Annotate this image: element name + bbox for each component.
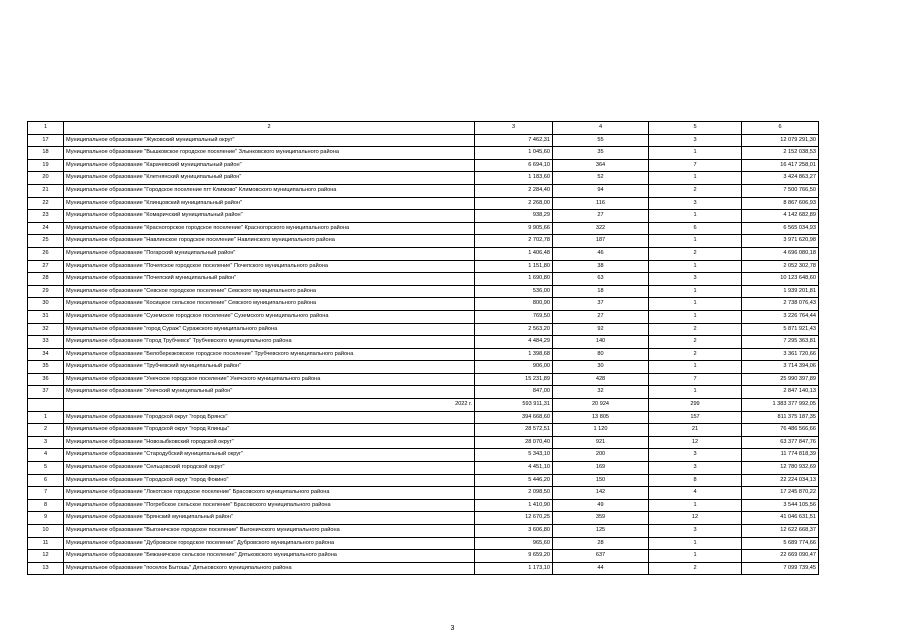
amount-value: 12 780 932,69 <box>742 462 819 475</box>
header-cell-3: 3 <box>475 122 553 135</box>
residents-count: 32 <box>553 386 649 399</box>
amount-value: 4 696 080,18 <box>742 247 819 260</box>
area-value: 2 702,78 <box>475 235 553 248</box>
row-number: 4 <box>28 449 64 462</box>
total-residents: 20 924 <box>553 399 649 412</box>
row-number: 11 <box>28 537 64 550</box>
row-number: 22 <box>28 197 64 210</box>
row-number: 30 <box>28 298 64 311</box>
houses-count: 2 <box>649 323 742 336</box>
table-row <box>28 348 819 361</box>
houses-count: 1 <box>649 147 742 160</box>
residents-count: 49 <box>553 499 649 512</box>
table-row <box>28 512 819 525</box>
area-value: 1 173,10 <box>475 562 553 575</box>
table-row <box>28 159 819 172</box>
amount-value: 3 361 720,66 <box>742 348 819 361</box>
row-number: 18 <box>28 147 64 160</box>
table-row <box>28 474 819 487</box>
houses-count: 8 <box>649 474 742 487</box>
row-number: 1 <box>28 411 64 424</box>
residents-count: 921 <box>553 436 649 449</box>
residents-count: 359 <box>553 512 649 525</box>
houses-count: 12 <box>649 512 742 525</box>
houses-count: 1 <box>649 386 742 399</box>
table-row <box>28 310 819 323</box>
table-row <box>28 134 819 147</box>
area-value: 7 462,31 <box>475 134 553 147</box>
amount-value: 3 544 105,56 <box>742 499 819 512</box>
houses-count: 3 <box>649 462 742 475</box>
page-number: 3 <box>450 625 455 632</box>
area-value: 4 484,29 <box>475 336 553 349</box>
amount-value: 63 377 847,76 <box>742 436 819 449</box>
amount-value: 25 990 397,89 <box>742 373 819 386</box>
row-number: 13 <box>28 562 64 575</box>
residents-count: 46 <box>553 247 649 260</box>
municipality-name: Муниципальное образование "поселок Бытошь" Дятьковского муниципального района <box>64 562 475 575</box>
row-number: 20 <box>28 172 64 185</box>
residents-count: 44 <box>553 562 649 575</box>
amount-value: 17 245 870,22 <box>742 487 819 500</box>
area-value: 965,60 <box>475 537 553 550</box>
residents-count: 35 <box>553 147 649 160</box>
area-value: 6 694,10 <box>475 159 553 172</box>
houses-count: 3 <box>649 134 742 147</box>
row-number: 3 <box>28 436 64 449</box>
table-row <box>28 424 819 437</box>
houses-count: 1 <box>649 260 742 273</box>
table-row <box>28 235 819 248</box>
municipality-name: Муниципальное образование "Новозыбковский городской округ" <box>64 436 475 449</box>
amount-value: 811 375 187,35 <box>742 411 819 424</box>
houses-count: 1 <box>649 172 742 185</box>
amount-value: 3 424 863,27 <box>742 172 819 185</box>
municipality-name: Муниципальное образование "Белоберезковское городское поселение" Трубчевского муниципального района <box>64 348 475 361</box>
amount-value: 12 079 291,30 <box>742 134 819 147</box>
amount-value: 1 939 201,81 <box>742 285 819 298</box>
municipality-name: Муниципальное образование "Городской округ "город Клинцы" <box>64 424 475 437</box>
row-number: 17 <box>28 134 64 147</box>
area-value: 906,00 <box>475 361 553 374</box>
table-row <box>28 373 819 386</box>
area-value: 1 398,68 <box>475 348 553 361</box>
amount-value: 2 052 302,78 <box>742 260 819 273</box>
houses-count: 21 <box>649 424 742 437</box>
table-row <box>28 285 819 298</box>
amount-value: 2 847 140,13 <box>742 386 819 399</box>
table-row <box>28 222 819 235</box>
municipality-name: Муниципальное образование "Выгоничское городское поселение" Выгоничского муниципального района <box>64 525 475 538</box>
table-row <box>28 550 819 563</box>
amount-value: 3 714 394,06 <box>742 361 819 374</box>
municipality-name: Муниципальное образование "Трубчевский муниципальный район" <box>64 361 475 374</box>
row-number: 25 <box>28 235 64 248</box>
residents-count: 637 <box>553 550 649 563</box>
table-row <box>28 525 819 538</box>
residents-count: 322 <box>553 222 649 235</box>
houses-count: 1 <box>649 298 742 311</box>
row-number: 19 <box>28 159 64 172</box>
municipality-name: Муниципальное образование "Косицкое сельское поселение" Севского муниципального района <box>64 298 475 311</box>
municipality-name: Муниципальное образование "Дубровское городское поселение" Дубровского муниципального района <box>64 537 475 550</box>
municipality-name: Муниципальное образование "город Сураж" Суражского муниципального района <box>64 323 475 336</box>
municipality-name: Муниципальное образование "Локотское городское поселение" Брасовского муниципального района <box>64 487 475 500</box>
header-cell-5: 5 <box>649 122 742 135</box>
table-row <box>28 361 819 374</box>
amount-value: 10 123 648,60 <box>742 273 819 286</box>
amount-value: 12 622 668,37 <box>742 525 819 538</box>
municipality-name: Муниципальное образование "Городское поселение пгт Климово" Климовского муниципального района <box>64 184 475 197</box>
table-body <box>28 122 819 575</box>
houses-count: 2 <box>649 336 742 349</box>
amount-value: 16 417 258,01 <box>742 159 819 172</box>
area-value: 1 151,80 <box>475 260 553 273</box>
table-row <box>28 247 819 260</box>
municipality-name: Муниципальное образование "Брянский муниципальный район" <box>64 512 475 525</box>
table-row <box>28 260 819 273</box>
amount-value: 22 669 090,47 <box>742 550 819 563</box>
houses-count: 7 <box>649 373 742 386</box>
amount-value: 7 295 363,81 <box>742 336 819 349</box>
row-number: 2 <box>28 424 64 437</box>
houses-count: 2 <box>649 247 742 260</box>
residents-count: 38 <box>553 260 649 273</box>
row-number: 6 <box>28 474 64 487</box>
area-value: 1 183,60 <box>475 172 553 185</box>
area-value: 394 668,60 <box>475 411 553 424</box>
houses-count: 4 <box>649 487 742 500</box>
table-row <box>28 537 819 550</box>
area-value: 2 268,00 <box>475 197 553 210</box>
municipality-name: Муниципальное образование "Севское городское поселение" Севского муниципального района <box>64 285 475 298</box>
table-row <box>28 197 819 210</box>
municipality-name: Муниципальное образование "Комаричский муниципальный район" <box>64 210 475 223</box>
row-number: 7 <box>28 487 64 500</box>
municipality-name: Муниципальное образование "Погарский муниципальный район" <box>64 247 475 260</box>
row-number: 12 <box>28 550 64 563</box>
residents-count: 30 <box>553 361 649 374</box>
area-value: 938,29 <box>475 210 553 223</box>
municipality-name: Муниципальное образование "Бежаничское сельское поселение" Дятьковского муниципального района <box>64 550 475 563</box>
year-blank-cell <box>28 399 64 412</box>
residents-count: 18 <box>553 285 649 298</box>
row-number: 24 <box>28 222 64 235</box>
area-value: 5 446,20 <box>475 474 553 487</box>
residents-count: 13 805 <box>553 411 649 424</box>
area-value: 28 070,40 <box>475 436 553 449</box>
municipality-name: Муниципальное образование "Навлинское городское поселение" Навлинского муниципального района <box>64 235 475 248</box>
table-row <box>28 462 819 475</box>
houses-count: 3 <box>649 273 742 286</box>
amount-value: 8 867 606,93 <box>742 197 819 210</box>
municipality-name: Муниципальное образование "Суземское городское поселение" Суземского муниципального района <box>64 310 475 323</box>
area-value: 1 406,48 <box>475 247 553 260</box>
houses-count: 2 <box>649 184 742 197</box>
houses-count: 1 <box>649 285 742 298</box>
amount-value: 76 486 566,66 <box>742 424 819 437</box>
row-number: 5 <box>28 462 64 475</box>
houses-count: 1 <box>649 499 742 512</box>
table-row <box>28 298 819 311</box>
row-number: 37 <box>28 386 64 399</box>
header-row <box>28 122 819 135</box>
area-value: 1 690,80 <box>475 273 553 286</box>
residents-count: 1 120 <box>553 424 649 437</box>
residents-count: 55 <box>553 134 649 147</box>
table-row <box>28 147 819 160</box>
houses-count: 2 <box>649 562 742 575</box>
table-row <box>28 499 819 512</box>
residents-count: 27 <box>553 310 649 323</box>
residents-count: 125 <box>553 525 649 538</box>
residents-count: 187 <box>553 235 649 248</box>
municipality-name: Муниципальное образование "Красногорское городское поселение" Красногорского муниципального района <box>64 222 475 235</box>
row-number: 36 <box>28 373 64 386</box>
municipality-name: Муниципальное образование "Погребское сельское поселение" Брасовского муниципального района <box>64 499 475 512</box>
total-area: 593 911,31 <box>475 399 553 412</box>
area-value: 15 231,89 <box>475 373 553 386</box>
table-row <box>28 210 819 223</box>
amount-value: 3 226 764,44 <box>742 310 819 323</box>
houses-count: 1 <box>649 361 742 374</box>
amount-value: 5 689 774,66 <box>742 537 819 550</box>
houses-count: 3 <box>649 449 742 462</box>
table-row <box>28 172 819 185</box>
row-number: 31 <box>28 310 64 323</box>
municipality-name: Муниципальное образование "Клетнянский муниципальный район" <box>64 172 475 185</box>
row-number: 32 <box>28 323 64 336</box>
houses-count: 1 <box>649 550 742 563</box>
table-row <box>28 184 819 197</box>
table-row <box>28 449 819 462</box>
amount-value: 11 774 818,39 <box>742 449 819 462</box>
municipality-name: Муниципальное образование "Сельцовский городской округ" <box>64 462 475 475</box>
houses-count: 1 <box>649 310 742 323</box>
houses-count: 7 <box>649 159 742 172</box>
amount-value: 2 152 038,53 <box>742 147 819 160</box>
total-houses: 299 <box>649 399 742 412</box>
year-label: 2022 г. <box>64 399 475 412</box>
area-value: 800,90 <box>475 298 553 311</box>
area-value: 28 572,51 <box>475 424 553 437</box>
residents-count: 428 <box>553 373 649 386</box>
row-number: 23 <box>28 210 64 223</box>
houses-count: 157 <box>649 411 742 424</box>
houses-count: 6 <box>649 222 742 235</box>
municipality-name: Муниципальное образование "Почепское городское поселение" Почепского муниципального района <box>64 260 475 273</box>
area-value: 769,50 <box>475 310 553 323</box>
houses-count: 1 <box>649 235 742 248</box>
residents-count: 364 <box>553 159 649 172</box>
area-value: 4 451,10 <box>475 462 553 475</box>
row-number: 26 <box>28 247 64 260</box>
row-number: 35 <box>28 361 64 374</box>
residents-count: 92 <box>553 323 649 336</box>
houses-count: 1 <box>649 210 742 223</box>
area-value: 2 563,20 <box>475 323 553 336</box>
residents-count: 37 <box>553 298 649 311</box>
amount-value: 6 565 034,93 <box>742 222 819 235</box>
municipality-name: Муниципальное образование "Вышковское городское поселение" Злынковского муниципального района <box>64 147 475 160</box>
allocation-table <box>27 121 819 575</box>
table-row <box>28 273 819 286</box>
area-value: 1 410,90 <box>475 499 553 512</box>
area-value: 12 670,25 <box>475 512 553 525</box>
residents-count: 169 <box>553 462 649 475</box>
row-number: 8 <box>28 499 64 512</box>
table-row <box>28 411 819 424</box>
area-value: 2 284,40 <box>475 184 553 197</box>
row-number: 21 <box>28 184 64 197</box>
row-number: 29 <box>28 285 64 298</box>
header-cell-4: 4 <box>553 122 649 135</box>
area-value: 9 659,20 <box>475 550 553 563</box>
residents-count: 150 <box>553 474 649 487</box>
row-number: 28 <box>28 273 64 286</box>
municipality-name: Муниципальное образование "Городской округ "город Брянск" <box>64 411 475 424</box>
amount-value: 5 871 921,43 <box>742 323 819 336</box>
row-number: 33 <box>28 336 64 349</box>
row-number: 27 <box>28 260 64 273</box>
residents-count: 80 <box>553 348 649 361</box>
residents-count: 116 <box>553 197 649 210</box>
municipality-name: Муниципальное образование "Городской округ "город Фокино" <box>64 474 475 487</box>
area-value: 9 905,66 <box>475 222 553 235</box>
area-value: 847,00 <box>475 386 553 399</box>
amount-value: 3 971 620,98 <box>742 235 819 248</box>
area-value: 3 606,80 <box>475 525 553 538</box>
residents-count: 200 <box>553 449 649 462</box>
amount-value: 7 099 739,45 <box>742 562 819 575</box>
residents-count: 94 <box>553 184 649 197</box>
residents-count: 52 <box>553 172 649 185</box>
area-value: 536,00 <box>475 285 553 298</box>
header-cell-2: 2 <box>64 122 475 135</box>
houses-count: 2 <box>649 348 742 361</box>
houses-count: 12 <box>649 436 742 449</box>
residents-count: 140 <box>553 336 649 349</box>
municipality-name: Муниципальное образование "Карачевский муниципальный район" <box>64 159 475 172</box>
table-row <box>28 487 819 500</box>
residents-count: 63 <box>553 273 649 286</box>
houses-count: 1 <box>649 537 742 550</box>
table-row <box>28 562 819 575</box>
header-cell-1: 1 <box>28 122 64 135</box>
amount-value: 4 142 682,89 <box>742 210 819 223</box>
municipality-name: Муниципальное образование "Стародубский муниципальный округ" <box>64 449 475 462</box>
table-row <box>28 323 819 336</box>
municipality-name: Муниципальное образование "Жуковский муниципальный округ" <box>64 134 475 147</box>
area-value: 2 098,50 <box>475 487 553 500</box>
municipality-name: Муниципальное образование "Унечское городское поселение" Унечского муниципального района <box>64 373 475 386</box>
table-row <box>28 386 819 399</box>
year-total-row <box>28 399 819 412</box>
municipality-name: Муниципальное образование "Унечский муниципальный район" <box>64 386 475 399</box>
row-number: 34 <box>28 348 64 361</box>
area-value: 1 045,60 <box>475 147 553 160</box>
municipality-name: Муниципальное образование "Почепский муниципальный район" <box>64 273 475 286</box>
residents-count: 28 <box>553 537 649 550</box>
amount-value: 2 738 076,43 <box>742 298 819 311</box>
houses-count: 3 <box>649 525 742 538</box>
header-cell-6: 6 <box>742 122 819 135</box>
amount-value: 22 224 034,13 <box>742 474 819 487</box>
residents-count: 27 <box>553 210 649 223</box>
row-number: 10 <box>28 525 64 538</box>
houses-count: 3 <box>649 197 742 210</box>
area-value: 5 343,10 <box>475 449 553 462</box>
table-row <box>28 436 819 449</box>
municipality-name: Муниципальное образование "Город Трубчевск" Трубчевского муниципального района <box>64 336 475 349</box>
amount-value: 41 046 631,51 <box>742 512 819 525</box>
total-amount: 1 383 377 992,05 <box>742 399 819 412</box>
amount-value: 7 500 766,50 <box>742 184 819 197</box>
residents-count: 142 <box>553 487 649 500</box>
municipality-name: Муниципальное образование "Клинцовский муниципальный район" <box>64 197 475 210</box>
table-row <box>28 336 819 349</box>
row-number: 9 <box>28 512 64 525</box>
